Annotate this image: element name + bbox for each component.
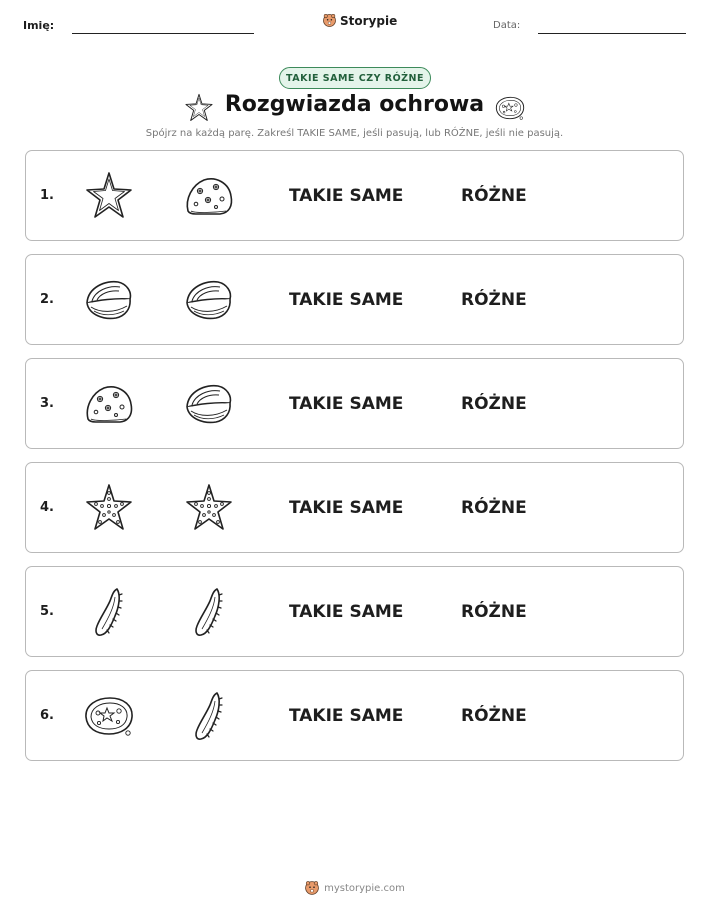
clam-shell-icon [182, 377, 236, 431]
exercise-row-1 [25, 150, 684, 241]
name-line [72, 33, 254, 34]
sea-cucumber-icon [82, 585, 136, 639]
option-same[interactable]: TAKIE SAME [289, 602, 404, 622]
option-same[interactable]: TAKIE SAME [289, 498, 404, 518]
option-different[interactable]: RÓŻNE [461, 498, 527, 518]
instructions: Spójrz na każdą parę. Zakreśl TAKIE SAME, jeśli pasują, lub RÓŻNE, jeśli nie pasują. [145, 128, 564, 139]
footer-url[interactable]: mystorypie.com [324, 882, 405, 894]
date-line [538, 33, 686, 34]
footer [0, 880, 709, 896]
option-different[interactable]: RÓŻNE [461, 706, 527, 726]
exercise-row-3 [25, 358, 684, 449]
category-tag: TAKIE SAME CZY RÓŻNE [279, 67, 431, 89]
sea-cucumber-icon [182, 585, 236, 639]
date-label: Data: [493, 20, 521, 31]
page-title: Rozgwiazda ochrowa [224, 92, 485, 117]
option-same[interactable]: TAKIE SAME [289, 290, 404, 310]
option-different[interactable]: RÓŻNE [461, 186, 527, 206]
tide-pool-icon [82, 689, 136, 743]
row-number: 5. [40, 604, 54, 619]
option-different[interactable]: RÓŻNE [461, 602, 527, 622]
option-different[interactable]: RÓŻNE [461, 394, 527, 414]
sea-cucumber-icon [182, 689, 236, 743]
spotted-rock-icon [82, 377, 136, 431]
option-same[interactable]: TAKIE SAME [289, 186, 404, 206]
exercise-row-5 [25, 566, 684, 657]
clam-shell-icon [182, 273, 236, 327]
exercise-row-4 [25, 462, 684, 553]
beaver-logo-icon [304, 880, 320, 896]
option-different[interactable]: RÓŻNE [461, 290, 527, 310]
option-same[interactable]: TAKIE SAME [289, 394, 404, 414]
tide-pool-icon [494, 92, 526, 124]
brand-logo [322, 13, 397, 28]
brand-name: Storypie [340, 13, 398, 28]
row-number: 4. [40, 500, 54, 515]
clam-shell-icon [82, 273, 136, 327]
beaver-logo-icon [322, 13, 337, 28]
exercise-row-6 [25, 670, 684, 761]
spotted-starfish-icon [82, 481, 136, 535]
row-number: 1. [40, 188, 54, 203]
option-same[interactable]: TAKIE SAME [289, 706, 404, 726]
name-label: Imię: [23, 19, 55, 32]
spotted-starfish-icon [182, 481, 236, 535]
spotted-rock-icon [182, 169, 236, 223]
starfish-outline-icon [82, 169, 136, 223]
row-number: 3. [40, 396, 54, 411]
row-number: 6. [40, 708, 54, 723]
row-number: 2. [40, 292, 54, 307]
exercise-row-2 [25, 254, 684, 345]
